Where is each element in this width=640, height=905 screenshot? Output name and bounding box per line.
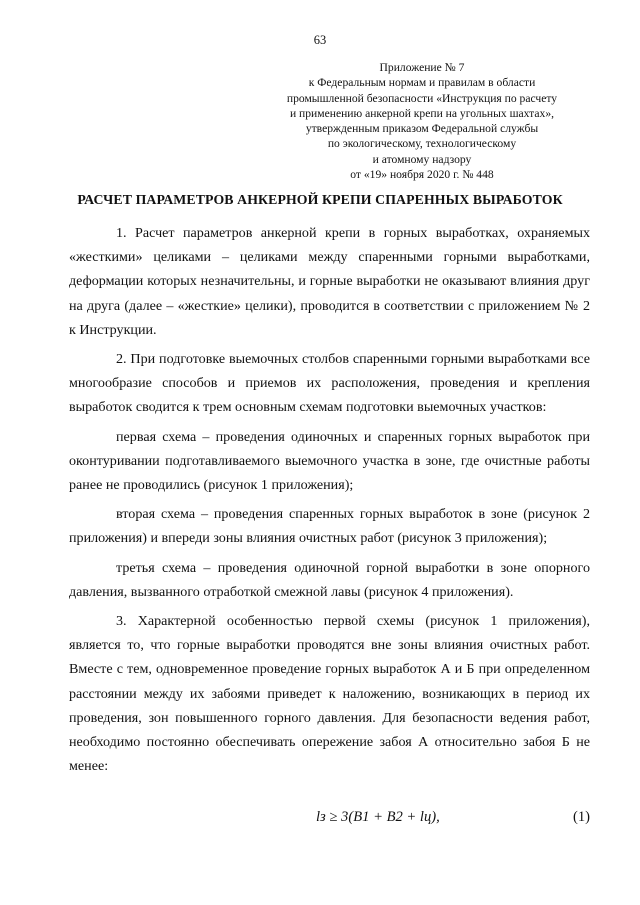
appendix-line: от «19» ноября 2020 г. № 448 — [350, 168, 494, 182]
paragraph: вторая схема – проведения спаренных горных выработок в зоне (рисунок 2 приложения) и впереди зоны влияния очистных работ (рисунок 3 приложения); — [69, 506, 590, 547]
appendix-line: по экологическому, технологическому — [327, 137, 517, 151]
document-title: РАСЧЕТ ПАРАМЕТРОВ АНКЕРНОЙ КРЕПИ СПАРЕННЫХ ВЫРАБОТОК — [77, 192, 563, 207]
appendix-header — [272, 60, 572, 182]
appendix-line: и применению анкерной крепи на угольных шахтах», — [289, 106, 555, 120]
paragraph: 3. Характерной особенностью первой схемы (рисунок 1 приложения), является то, что горные выработки проводятся вне зоны влияния очистных работ. Вместе с тем, одновременное проведение горных выработок А и Б при определенном расстоянии между их забоями приведет к наложению, возникающих в период их проведения, зон повышенного горного давления. Для безопасности ведения работ, необходимо постоянно обеспечивать опережение забоя А относительно забоя Б не менее: — [69, 613, 590, 775]
paragraph: 2. При подготовке выемочных столбов спаренными горными выработками все многообразие способов и приемов их расположения, проведения и крепления выработок сводится к трем основным схемам подготовки выемочных участков: — [69, 351, 590, 416]
document-body — [69, 221, 590, 778]
paragraph: третья схема – проведения одиночной горной выработки в зоне опорного давления, вызванного отработкой смежной лавы (рисунок 4 приложения). — [69, 559, 590, 600]
appendix-line: к Федеральным нормам и правилам в области — [308, 76, 536, 90]
appendix-line: промышленной безопасности «Инструкция по расчету — [286, 91, 558, 105]
appendix-line: утвержденным приказом Федеральной службы — [305, 122, 539, 136]
paragraph: первая схема – проведения одиночных и спаренных горных выработок при оконтуривании подготавливаемого выемочного участка в зоне, где очистные работы ранее не проводились (рисунок 1 приложения); — [69, 428, 590, 494]
paragraph: 1. Расчет параметров анкерной крепи в горных выработках, охраняемых «жесткими» целиками – целиками между спаренными горными выработками, деформации которых незначительны, и горные выработки не оказывают влияния друг на друга (далее – «жесткие» целики), проводится в соответствии с приложением № 2 к Инструкции. — [69, 225, 590, 338]
formula-row — [69, 809, 590, 835]
appendix-line: и атомному надзору — [372, 152, 472, 166]
formula-number: (1) — [572, 809, 590, 825]
page-number: 63 — [313, 33, 327, 47]
formula-expression: lз ≥ 3(B1 + B2 + lц), — [316, 809, 440, 825]
appendix-line: Приложение № 7 — [379, 61, 465, 74]
